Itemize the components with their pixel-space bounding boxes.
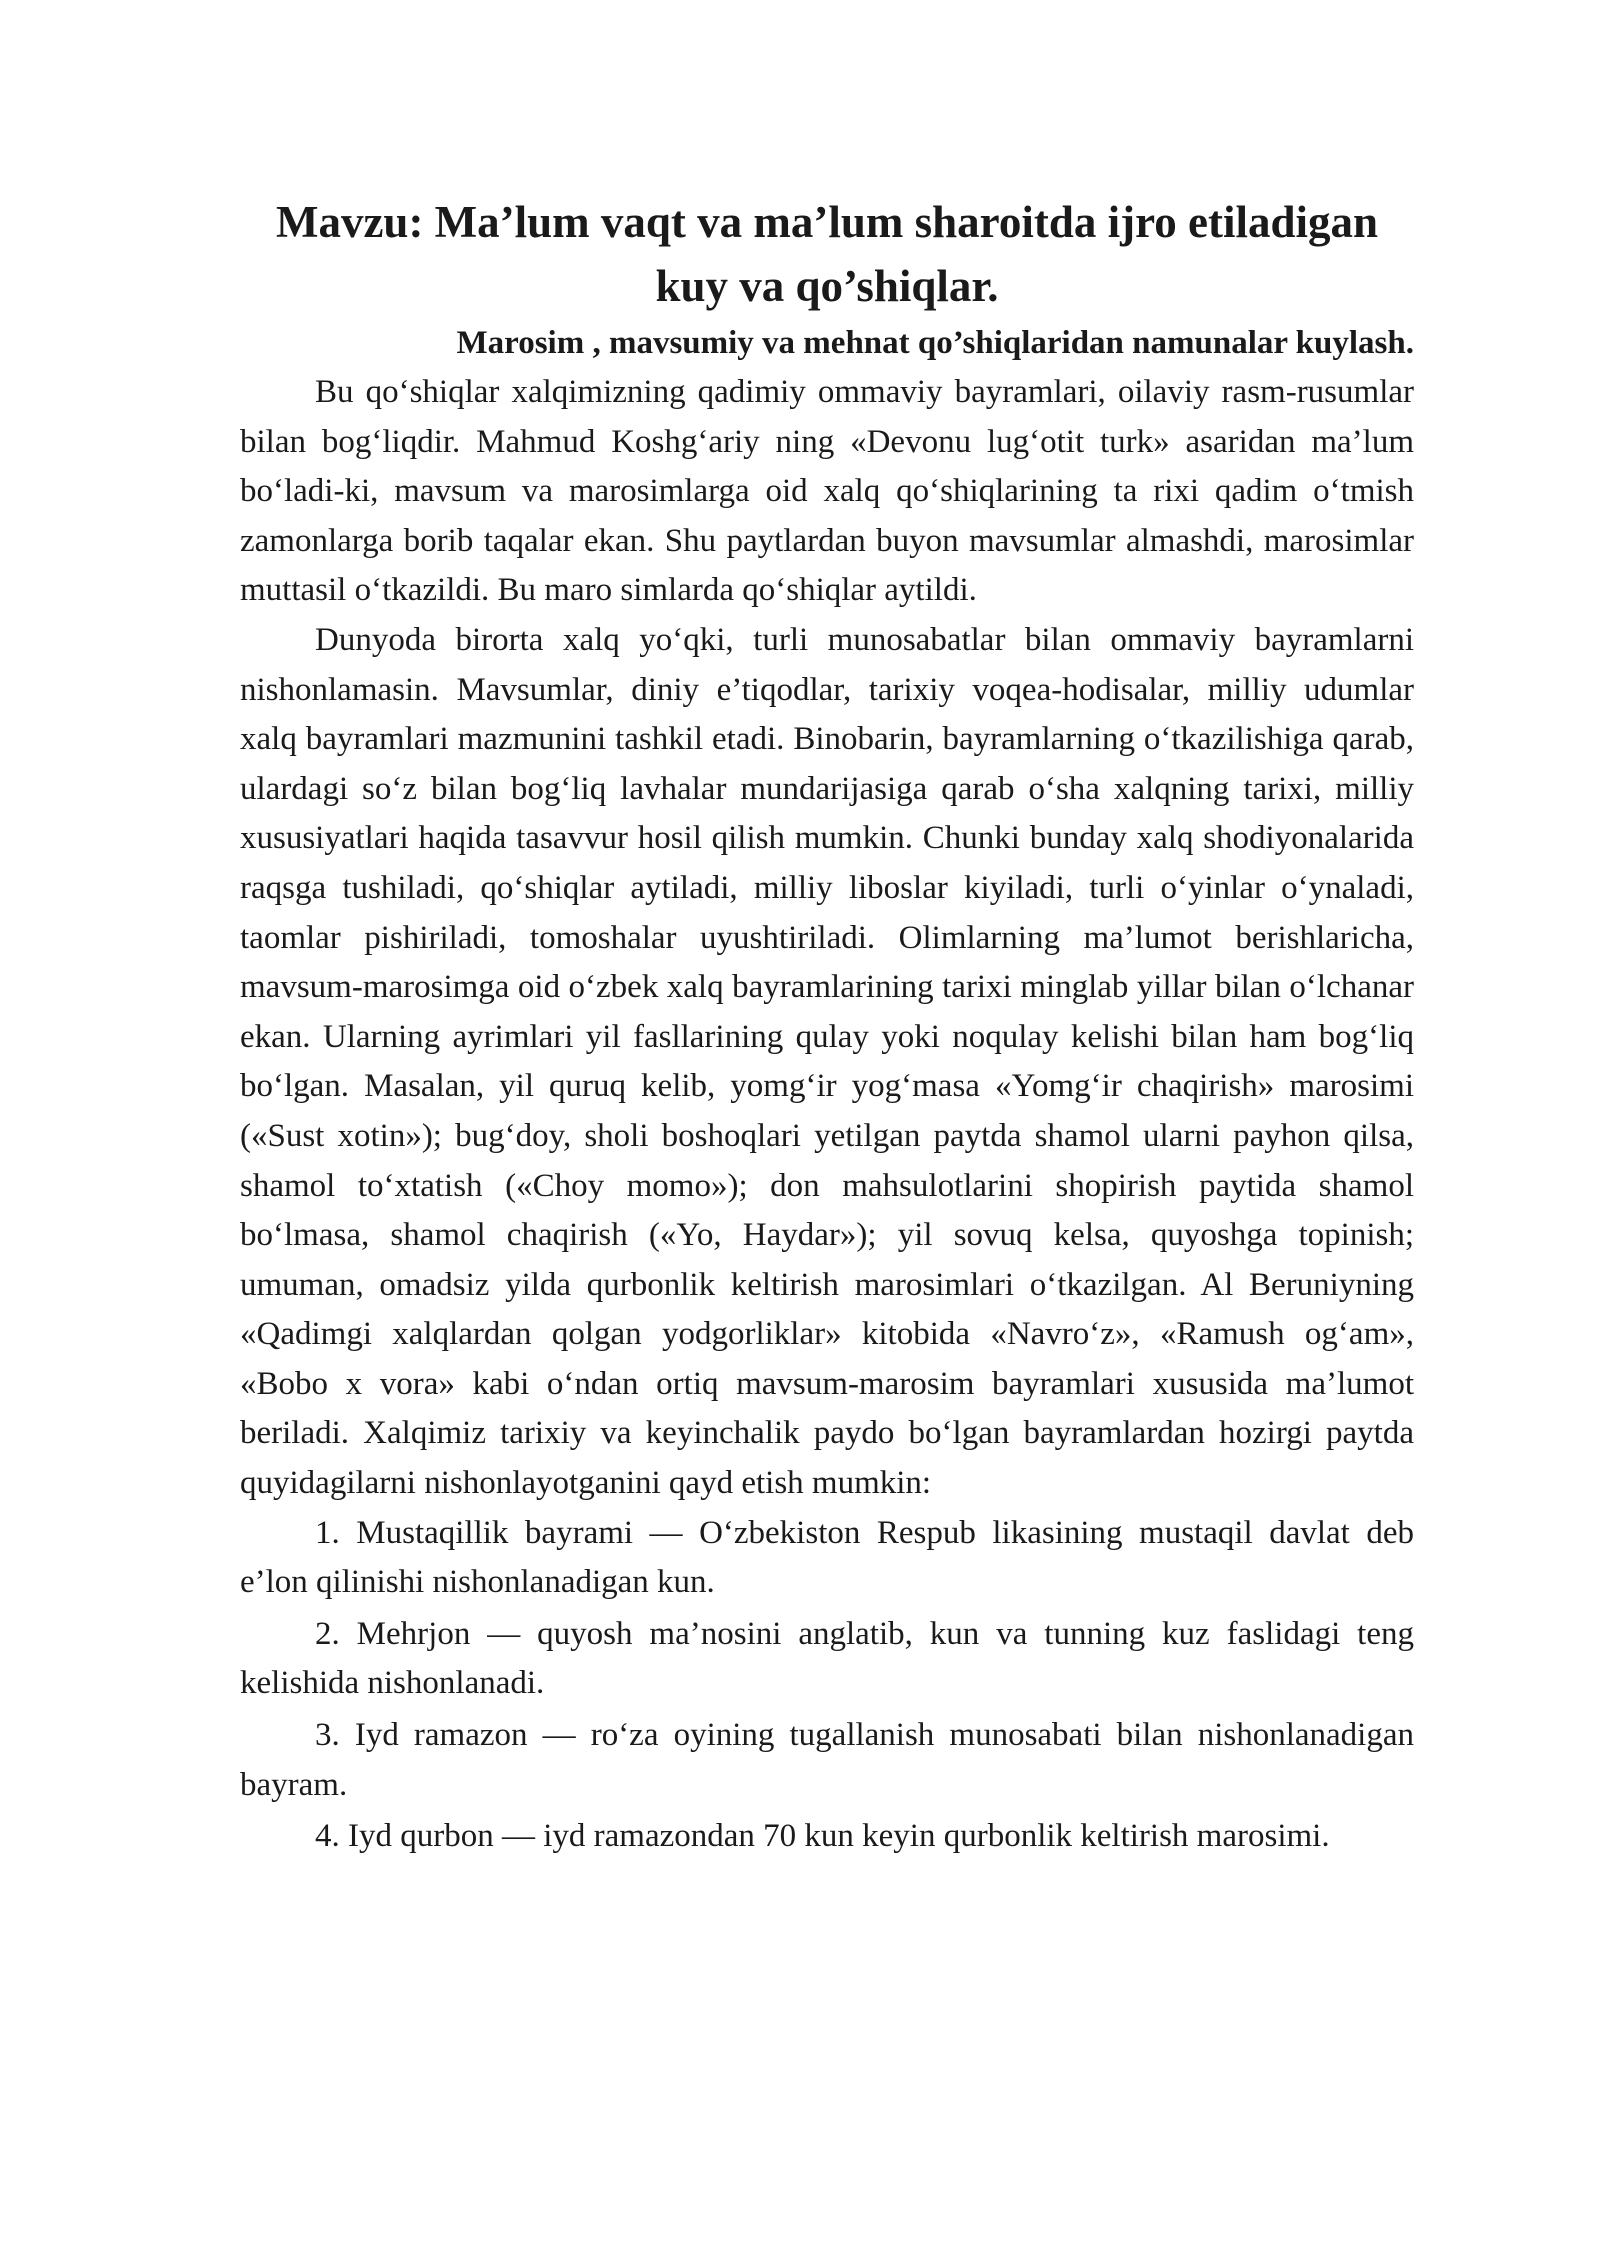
list-item-2: 2. Mehrjon — quyosh ma’nosini anglatib, kun va tunning kuz faslidagi teng kelishida nishonlanadi. xyxy=(240,1615,1414,1702)
list-item-3: 3. Iyd ramazon — ro‘za oyining tugallanish munosabati bilan nishonlanadigan bayram. xyxy=(240,1717,1414,1803)
title-line-1: Mavzu: Ma’lum vaqt va ma’lum sharoitda ijro etiladigan xyxy=(275,197,1379,247)
document-page xyxy=(240,190,1414,1864)
list-item-1: 1. Mustaqillik bayrami — O‘zbekiston Respub likasining mustaqil davlat deb e’lon qilinishi nishonlanadigan kun. xyxy=(240,1514,1414,1601)
list-item-4: 4. Iyd qurbon — iyd ramazondan 70 kun keyin qurbonlik keltirish marosimi. xyxy=(315,1818,1330,1855)
paragraph-2: Dunyoda birorta xalq yo‘qki, turli munosabatlar bilan ommaviy bayramlarni nishonlamasin. Mavsumlar, diniy e’tiqodlar, tarixiy voqea-hodisalar, milliy udumlar xalq bayramlari mazmunini tashkil etadi. Binobarin, bayramlarning o‘tkazilishiga qarab, ulardagi so‘z bilan bog‘liq lavhalar mundarijasiga qarab o‘sha xalqning tarixi, milliy xususiyatlari haqida tasavvur hosil qilish mumkin. Chunki bunday xalq shodiyonalarida raqsga tushiladi, qo‘shiqlar aytiladi, milliy liboslar kiyiladi, turli o‘yinlar o‘ynaladi, taomlar pishiriladi, tomoshalar uyushtiriladi. Olimlarning ma’lumot berishlaricha, mavsum-marosimga oid o‘zbek xalq bayramlarining tarixi minglab yillar bilan o‘lchanar ekan. Ularning ayrimlari yil fasllarining qulay yoki noqulay kelishi bilan ham bog‘liq bo‘lgan. Masalan, yil quruq kelib, yomg‘ir yog‘masa «Yomg‘ir chaqirish» marosimi («Sust xotin»); bug‘doy, sholi boshoqlari yetilgan paytda shamol ularni payhon qilsa, shamol to‘xtatish («Choy momo»); don mahsulotlarini shopirish paytida shamol bo‘lmasa, shamol chaqirish («Yo, Haydar»); yil sovuq kelsa, quyoshga topinish; umuman, omadsiz yilda qurbonlik keltirish marosimlari o‘tkazilgan. Al Beruniyning «Qadimgi xalqlardan qolgan yodgorliklar» kitobida «Navro‘z», «Ramush og‘am», «Bobo x vora» kabi o‘ndan ortiq mavsum-marosim bayramlari xususida ma’lumot beriladi. Xalqimiz tarixiy va keyinchalik paydo bo‘lgan bayramlardan hozirgi paytda quyidagilarni nishonlayotganini qayd etish mumkin: xyxy=(240,621,1414,1502)
title-line-2: kuy va qo’shiqlar. xyxy=(655,261,999,311)
page-title xyxy=(240,190,1414,318)
subtitle: Marosim , mavsumiy va mehnat qo’shiqlaridan namunalar kuylash. xyxy=(456,325,1414,361)
paragraph-1: Bu qo‘shiqlar xalqimizning qadimiy ommaviy bayramlari, oilaviy rasm-rusumlar bilan bog‘liqdir. Mahmud Koshg‘ariy ning «Devonu lug‘otit turk» asaridan ma’lum bo‘ladi-ki, mavsum va marosimlarga oid xalq qo‘shiqlarining ta rixi qadim o‘tmish zamonlarga borib taqalar ekan. Shu paytlardan buyon mavsumlar almashdi, marosimlar muttasil o‘tkazildi. Bu maro simlarda qo‘shiqlar aytildi. xyxy=(240,374,1414,609)
